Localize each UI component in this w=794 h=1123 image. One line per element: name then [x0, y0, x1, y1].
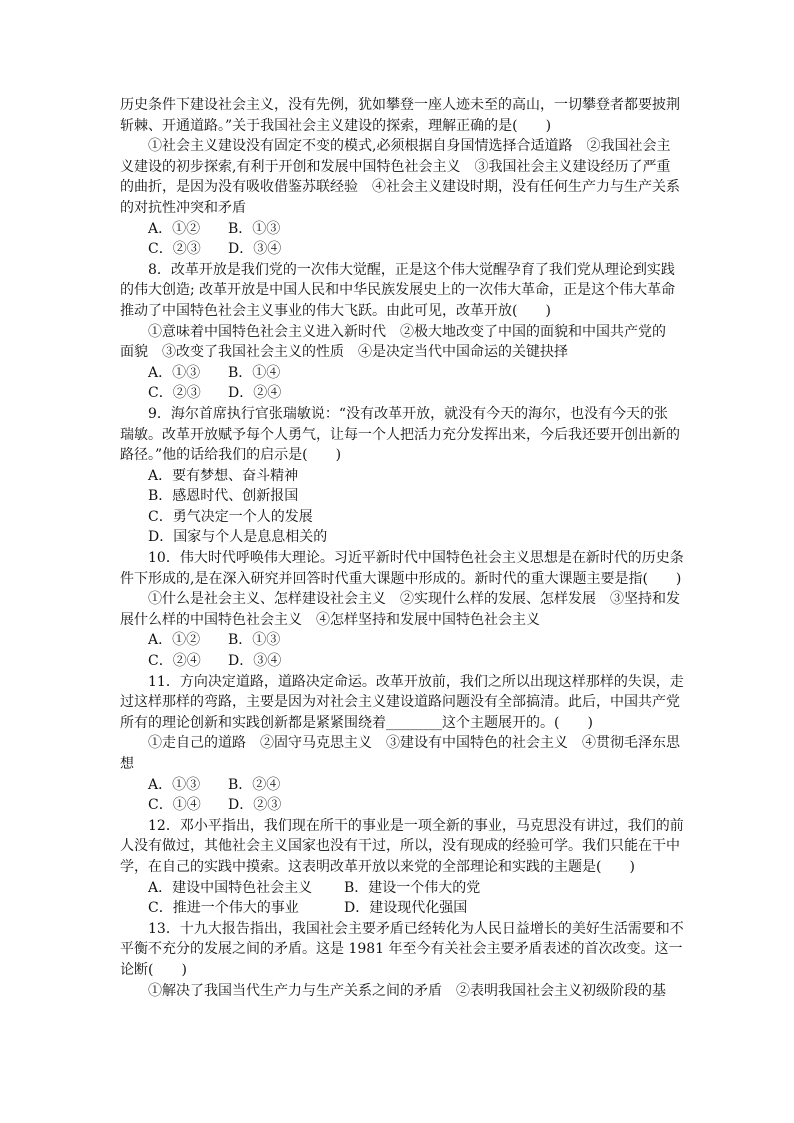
option-b[interactable]: B．②④ [228, 776, 281, 793]
question-text-line: 推动了中国特色社会主义事业的伟大飞跃。由此可见，改革开放( ) [120, 302, 551, 319]
option-row [120, 878, 680, 899]
option-b[interactable]: B．感恩时代、创新报国 [148, 488, 299, 505]
statement-line: 的对抗性冲突和矛盾 [120, 199, 246, 216]
option-d[interactable]: D．国家与个人是息息相关的 [148, 529, 328, 546]
statement-line: ①意味着中国特色社会主义进入新时代 ②极大地改变了中国的面貌和中国共产党的 [148, 323, 666, 340]
option-row [120, 219, 680, 240]
statement-line: 的曲折，是因为没有吸收借鉴苏联经验 ④社会主义建设时期，没有任何生产力与生产关系 [120, 179, 680, 196]
option-row [120, 651, 680, 672]
question-11 [120, 672, 684, 816]
option-row [120, 795, 680, 816]
option-c[interactable]: C．②③ [148, 385, 201, 402]
option-c[interactable]: C．②④ [148, 653, 201, 670]
question-text-line: 过这样那样的弯路，主要是因为对社会主义建设道路问题没有全部搞清。此后，中国共产党 [120, 694, 680, 711]
question-text-line: 12．邓小平指出，我们现在所干的事业是一项全新的事业，马克思没有讲过，我们的前 [148, 817, 684, 834]
option-d[interactable]: D．建设现代化强国 [344, 900, 468, 917]
question-7-continued [120, 95, 680, 260]
option-d[interactable]: D．③④ [228, 653, 282, 670]
option-a[interactable]: A．①③ [148, 776, 201, 793]
question-8 [120, 260, 680, 404]
question-9 [120, 404, 680, 548]
question-text-line: 平衡不充分的发展之间的矛盾。这是 1981 年至今有关社会主要矛盾表述的首次改变。这一 [120, 941, 683, 958]
option-row [120, 383, 680, 404]
option-d[interactable]: D．③④ [228, 241, 282, 258]
question-text-line: 人没有做过，其他社会主义国家也没有干过，所以，没有现成的经验可学。我们只能在干中 [120, 838, 680, 855]
option-a[interactable]: A．建设中国特色社会主义 [148, 879, 313, 896]
option-row [120, 775, 680, 796]
question-text-line: 9．海尔首席执行官张瑞敏说：“没有改革开放，就没有今天的海尔，也没有今天的张 [148, 405, 669, 422]
question-text-line: 8．改革开放是我们党的一次伟大觉醒，正是这个伟大觉醒孕育了我们党从理论到实践 [148, 261, 675, 278]
question-text-line: 论断( ) [120, 961, 187, 978]
option-c[interactable]: C．②③ [148, 241, 201, 258]
statement-line: 展什么样的中国特色社会主义 ④怎样坚持和发展中国特色社会主义 [120, 611, 540, 628]
question-text-line: 所有的理论创新和实践创新都是紧紧围绕着________这个主题展开的。( ) [120, 714, 593, 731]
question-text-line: 件下形成的,是在深入研究并回答时代重大课题中形成的。新时代的重大课题主要是指( ) [120, 570, 682, 587]
statement-line: 想 [120, 756, 134, 772]
exam-page [120, 95, 684, 1001]
question-text-line: 11．方向决定道路，道路决定命运。改革开放前，我们之所以出现这样那样的失误，走 [148, 673, 684, 690]
option-a[interactable]: A．①③ [148, 364, 201, 381]
option-d[interactable]: D．②④ [228, 385, 282, 402]
question-text-line: 学，在自己的实践中摸索。这表明改革开放以来党的全部理论和实践的主题是( ) [120, 858, 635, 875]
option-row [120, 630, 680, 651]
option-b[interactable]: B．建设一个伟大的党 [344, 879, 481, 896]
option-row [120, 239, 680, 260]
option-row [120, 898, 680, 919]
option-c[interactable]: C．勇气决定一个人的发展 [148, 508, 313, 525]
question-text-line: 斩棘、开通道路。”关于我国社会主义建设的探索，理解正确的是( ) [120, 117, 552, 134]
option-b[interactable]: B．①④ [228, 364, 281, 381]
statement-line: ①什么是社会主义、怎样建设社会主义 ②实现什么样的发展、怎样发展 ③坚持和发 [148, 591, 680, 608]
question-text-line: 的伟大创造; 改革开放是中国人民和中华民族发展史上的一次伟大革命，正是这个伟大革命 [120, 282, 676, 299]
question-text-line: 路径。”他的话给我们的启示是( ) [120, 447, 342, 464]
question-10 [120, 548, 684, 672]
statement-line: ①走自己的道路 ②固守马克思主义 ③建设有中国特色的社会主义 ④贯彻毛泽东思 [148, 735, 680, 752]
option-a[interactable]: A．①② [148, 632, 201, 649]
option-a[interactable]: A．①② [148, 220, 201, 237]
question-text-line: 13．十九大报告指出，我国社会主要矛盾已经转化为人民日益增长的美好生活需要和不 [148, 920, 684, 937]
option-b[interactable]: B．①③ [228, 220, 281, 237]
question-12 [120, 816, 684, 919]
option-d[interactable]: D．②③ [228, 797, 282, 814]
statement-line: 义建设的初步探索,有利于开创和发展中国特色社会主义 ③我国社会主义建设经历了严重 [120, 158, 671, 175]
question-text-line: 历史条件下建设社会主义，没有先例，犹如攀登一座人迹未至的高山，一切攀登者都要披荆 [120, 97, 680, 113]
option-b[interactable]: B．①③ [228, 632, 281, 649]
statement-line: ①解决了我国当代生产力与生产关系之间的矛盾 ②表明我国社会主义初级阶段的基 [148, 982, 666, 999]
option-c[interactable]: C．①④ [148, 797, 201, 814]
option-a[interactable]: A．要有梦想、奋斗精神 [148, 467, 299, 484]
question-text-line: 瑞敏。改革开放赋予每个人勇气，让每一个人把活力充分发挥出来，今后我还要开创出新的 [120, 426, 680, 443]
statement-line: 面貌 ③改变了我国社会主义的性质 ④是决定当代中国命运的关键抉择 [120, 344, 568, 361]
option-row [120, 363, 680, 384]
option-c[interactable]: C．推进一个伟大的事业 [148, 900, 299, 917]
question-13 [120, 919, 684, 1001]
question-text-line: 10．伟大时代呼唤伟大理论。习近平新时代中国特色社会主义思想是在新时代的历史条 [148, 550, 684, 567]
statement-line: ①社会主义建设没有固定不变的模式,必须根据自身国情选择合适道路 ②我国社会主 [148, 138, 671, 155]
